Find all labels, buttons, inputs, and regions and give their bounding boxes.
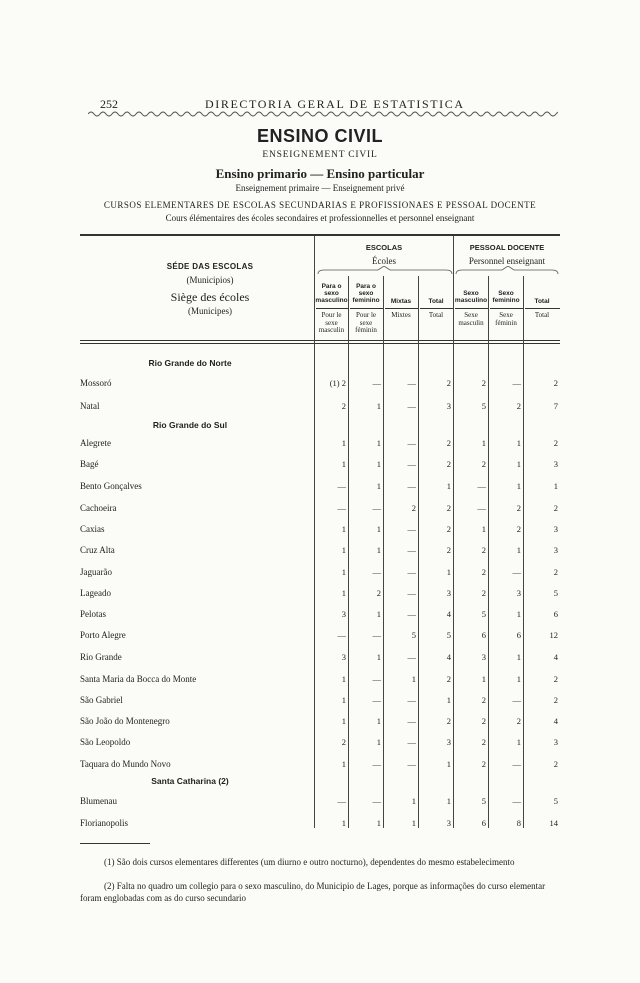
table-cell: 5 bbox=[481, 401, 486, 411]
row-name: Jaguarão bbox=[80, 567, 112, 577]
table-cell: 2 bbox=[516, 716, 521, 726]
table-cell: 1 bbox=[376, 524, 381, 534]
table-cell: 2 bbox=[553, 378, 558, 388]
table-cell: — bbox=[372, 796, 381, 806]
table-cell: 3 bbox=[553, 737, 558, 747]
section-heading: Santa Catharina (2) bbox=[151, 776, 229, 786]
table-cell: — bbox=[337, 481, 346, 491]
table-cell: 2 bbox=[516, 401, 521, 411]
table-cell: 1 bbox=[376, 545, 381, 555]
table-cell: 3 bbox=[341, 652, 346, 662]
row-name: Alegrete bbox=[80, 438, 111, 448]
table-cell: 3 bbox=[446, 737, 451, 747]
table-cell: 2 bbox=[446, 438, 451, 448]
table-cell: 4 bbox=[553, 652, 558, 662]
table-cell: — bbox=[407, 524, 416, 534]
table-cell: — bbox=[372, 378, 381, 388]
sep bbox=[316, 308, 349, 309]
table-cell: 1 bbox=[446, 567, 451, 577]
table-cell: 1 bbox=[376, 716, 381, 726]
table-cell: — bbox=[372, 567, 381, 577]
table-cell: 1 bbox=[341, 695, 346, 705]
page-title: ENSINO CIVIL bbox=[256, 126, 383, 146]
row-name: São João do Montenegro bbox=[80, 716, 170, 726]
table-top-rule bbox=[80, 234, 560, 236]
table-cell: 3 bbox=[341, 609, 346, 619]
table-cell: 1 bbox=[341, 459, 346, 469]
table-cell: 2 bbox=[446, 674, 451, 684]
table-cell: — bbox=[407, 378, 416, 388]
table-cell: 1 bbox=[341, 588, 346, 598]
col-divider-3 bbox=[418, 276, 419, 828]
table-cell: — bbox=[477, 481, 486, 491]
table-cell: 1 bbox=[446, 796, 451, 806]
table-cell: — bbox=[407, 481, 416, 491]
table-cell: 1 bbox=[376, 652, 381, 662]
table-cell: 2 bbox=[481, 588, 486, 598]
wavy-rule bbox=[88, 110, 558, 118]
table-cell: 1 bbox=[341, 759, 346, 769]
table-cell: 3 bbox=[553, 459, 558, 469]
table-cell: 1 bbox=[516, 609, 521, 619]
table-cell: 5 bbox=[553, 588, 558, 598]
table-cell: 2 bbox=[411, 503, 416, 513]
table-cell: 2 bbox=[481, 567, 486, 577]
table-cell: 2 bbox=[553, 503, 558, 513]
col-head-fr-7: Total bbox=[534, 311, 550, 319]
table-cell: — bbox=[407, 695, 416, 705]
col-head-pt-7: Total bbox=[534, 298, 550, 305]
col-head-fr-4: Total bbox=[428, 311, 444, 319]
table-cell: 6 bbox=[516, 630, 521, 640]
col-head-fr-5: Sexe masculin bbox=[458, 311, 484, 327]
municipios-label: (Municipios) bbox=[186, 275, 234, 285]
table-cell: 1 bbox=[411, 796, 416, 806]
table-cell: 1 bbox=[376, 481, 381, 491]
table-cell: 1 bbox=[411, 818, 416, 828]
section-heading: Rio Grande do Sul bbox=[152, 420, 228, 430]
table-cell: — bbox=[372, 674, 381, 684]
table-cell: 1 bbox=[481, 524, 486, 534]
table-cell: — bbox=[512, 695, 521, 705]
row-name: Cachoeira bbox=[80, 503, 117, 513]
table-cell: 3 bbox=[446, 401, 451, 411]
table-cell: 2 bbox=[446, 716, 451, 726]
table-cell: 1 bbox=[341, 438, 346, 448]
table-cell: — bbox=[407, 759, 416, 769]
table-cell: 2 bbox=[481, 695, 486, 705]
table-cell: 7 bbox=[553, 401, 558, 411]
table-cell: 1 bbox=[341, 716, 346, 726]
personnel-heading: Personnel enseignant bbox=[468, 256, 546, 266]
table-cell: — bbox=[407, 438, 416, 448]
sep bbox=[385, 308, 418, 309]
table-cell: 2 bbox=[446, 459, 451, 469]
subtitle: Ensino primario — Ensino particular bbox=[215, 166, 425, 181]
table-cell: 2 bbox=[341, 737, 346, 747]
table-cell: — bbox=[407, 567, 416, 577]
escolas-heading: ESCOLAS bbox=[365, 243, 403, 252]
page-title-fr: ENSEIGNEMENT CIVIL bbox=[262, 150, 378, 160]
row-name: São Leopoldo bbox=[80, 737, 131, 747]
col-divider-1 bbox=[348, 276, 349, 828]
table-cell: 1 bbox=[376, 459, 381, 469]
table-cell: 1 bbox=[341, 567, 346, 577]
table-cell: — bbox=[407, 401, 416, 411]
table-cell: 3 bbox=[516, 588, 521, 598]
table-cell: — bbox=[512, 567, 521, 577]
table-cell: 2 bbox=[553, 695, 558, 705]
table-cell: 3 bbox=[553, 524, 558, 534]
row-name: Porto Alegre bbox=[80, 630, 126, 640]
table-cell: 1 bbox=[516, 652, 521, 662]
subtitle-fr: Enseignement primaire — Enseignement privé bbox=[235, 183, 405, 193]
col-head-fr-1: Pour le sexe masculin bbox=[318, 311, 345, 334]
row-name: Mossoró bbox=[80, 378, 112, 388]
table-cell: 1 bbox=[376, 438, 381, 448]
col-head-pt-3: Mixtas bbox=[390, 298, 412, 305]
table-cell: 2 bbox=[376, 588, 381, 598]
table-cell: — bbox=[337, 796, 346, 806]
table-cell: 1 bbox=[553, 481, 558, 491]
section-heading: Rio Grande do Norte bbox=[148, 358, 232, 368]
row-name: Taquara do Mundo Novo bbox=[80, 759, 171, 769]
table-cell: 5 bbox=[553, 796, 558, 806]
table-cell: (1) 2 bbox=[329, 378, 346, 388]
row-name: Caxias bbox=[80, 524, 105, 534]
table-cell: 14 bbox=[549, 818, 558, 828]
table-cell: 1 bbox=[341, 524, 346, 534]
footnote-1: (1) São dois cursos elementares differentes (um diurno e outro nocturno), dependentes do mesmo estabelecimento bbox=[104, 857, 515, 867]
table-cell: 2 bbox=[481, 716, 486, 726]
table-cell: — bbox=[512, 796, 521, 806]
table-cell: 5 bbox=[446, 630, 451, 640]
table-cell: 1 bbox=[516, 674, 521, 684]
table-cell: 3 bbox=[446, 588, 451, 598]
table-cell: 2 bbox=[553, 674, 558, 684]
col-head-pt-6: Sexo feminino bbox=[492, 290, 520, 304]
row-name: Florianopolis bbox=[80, 818, 129, 828]
table-cell: — bbox=[407, 652, 416, 662]
row-name: Cruz Alta bbox=[80, 545, 115, 555]
table-cell: 1 bbox=[341, 674, 346, 684]
table-cell: 6 bbox=[481, 630, 486, 640]
table-cell: 2 bbox=[553, 567, 558, 577]
table-cell: 4 bbox=[553, 716, 558, 726]
table-cell: — bbox=[407, 459, 416, 469]
ecoles-heading: Écoles bbox=[372, 256, 396, 266]
table-cell: — bbox=[372, 630, 381, 640]
table-cell: 8 bbox=[516, 818, 521, 828]
table-cell: — bbox=[337, 503, 346, 513]
table-cell: 2 bbox=[553, 438, 558, 448]
table-cell: 1 bbox=[516, 481, 521, 491]
siege-label: Siège des écoles bbox=[170, 290, 250, 304]
table-cell: — bbox=[477, 503, 486, 513]
table-cell: 3 bbox=[481, 652, 486, 662]
table-cell: 2 bbox=[516, 503, 521, 513]
table-cell: 1 bbox=[446, 481, 451, 491]
table-cell: 1 bbox=[376, 609, 381, 619]
col-head-fr-6: Sexe féminin bbox=[495, 311, 517, 327]
col-head-pt-2: Para o sexo feminino bbox=[352, 283, 380, 304]
row-name: Blumenau bbox=[80, 796, 117, 806]
table-cell: 2 bbox=[446, 545, 451, 555]
table-cell: 6 bbox=[553, 609, 558, 619]
table-cell: 1 bbox=[516, 438, 521, 448]
table-cell: 1 bbox=[376, 401, 381, 411]
table-cell: 12 bbox=[549, 630, 558, 640]
table-cell: 5 bbox=[411, 630, 416, 640]
table-cell: 1 bbox=[446, 759, 451, 769]
col-divider-6 bbox=[523, 276, 524, 828]
col-divider-2 bbox=[383, 276, 384, 828]
table-cell: 2 bbox=[553, 759, 558, 769]
table-cell: 5 bbox=[481, 796, 486, 806]
footnote-rule bbox=[80, 843, 150, 844]
table-cell: — bbox=[407, 737, 416, 747]
table-cell: 1 bbox=[516, 737, 521, 747]
row-name: Santa Maria da Bocca do Monte bbox=[80, 674, 197, 684]
col-head-pt-4: Total bbox=[428, 298, 444, 305]
table-cell: — bbox=[407, 716, 416, 726]
row-name: Natal bbox=[80, 401, 100, 411]
running-title: DIRECTORIA GERAL DE ESTATISTICA bbox=[205, 97, 465, 111]
table-cell: — bbox=[512, 378, 521, 388]
table-cell: 1 bbox=[446, 695, 451, 705]
row-name: Rio Grande bbox=[80, 652, 122, 662]
municipes-label: (Municipes) bbox=[188, 306, 232, 316]
courses-heading: CURSOS ELEMENTARES DE ESCOLAS SECUNDARIAS E PROFISSIONAES E PESSOAL DOCENTE bbox=[103, 200, 537, 210]
table-cell: 2 bbox=[446, 503, 451, 513]
footnote-2: (2) Falta no quadro um collegio para o sexo masculino, do Municipio de Lages, porque as informações do curso elementar foram englobadas com as do curso secundario bbox=[80, 881, 546, 903]
row-name: Pelotas bbox=[80, 609, 106, 619]
col-divider-5 bbox=[488, 276, 489, 828]
row-name: Bagé bbox=[80, 459, 99, 469]
table-cell: 1 bbox=[376, 818, 381, 828]
table-cell: 3 bbox=[553, 545, 558, 555]
table-cell: 1 bbox=[516, 545, 521, 555]
table-cell: 2 bbox=[481, 759, 486, 769]
table-cell: 2 bbox=[481, 545, 486, 555]
table-cell: 2 bbox=[481, 378, 486, 388]
sep bbox=[525, 308, 560, 309]
table-cell: 2 bbox=[516, 524, 521, 534]
table-cell: 4 bbox=[446, 609, 451, 619]
row-name: Lageado bbox=[80, 588, 111, 598]
table-cell: — bbox=[407, 588, 416, 598]
sep bbox=[350, 308, 383, 309]
table-cell: 1 bbox=[481, 674, 486, 684]
sep bbox=[420, 308, 453, 309]
courses-heading-fr: Cours élémentaires des écoles secondaires et professionnelles et personnel enseignant bbox=[165, 213, 475, 223]
table-cell: — bbox=[372, 695, 381, 705]
pessoal-heading: PESSOAL DOCENTE bbox=[469, 243, 545, 252]
table-cell: — bbox=[512, 759, 521, 769]
table-cell: 3 bbox=[446, 818, 451, 828]
table-cell: 2 bbox=[481, 737, 486, 747]
table-cell: 1 bbox=[516, 459, 521, 469]
page-number: 252 bbox=[100, 97, 118, 111]
col-head-pt-1: Para o sexo masculino bbox=[315, 283, 348, 304]
sep bbox=[455, 308, 488, 309]
table-cell: 6 bbox=[481, 818, 486, 828]
table-cell: 4 bbox=[446, 652, 451, 662]
table-cell: 1 bbox=[481, 438, 486, 448]
row-name: Bento Gonçalves bbox=[80, 481, 142, 491]
col-head-fr-2: Pour le sexe féminin bbox=[355, 311, 377, 334]
table-cell: 1 bbox=[341, 545, 346, 555]
col-head-fr-3: Mixtes bbox=[391, 311, 411, 319]
row-name: São Gabriel bbox=[80, 695, 123, 705]
table-cell: 2 bbox=[446, 524, 451, 534]
table-cell: — bbox=[337, 630, 346, 640]
table-cell: 1 bbox=[411, 674, 416, 684]
table-cell: 2 bbox=[341, 401, 346, 411]
table-cell: 5 bbox=[481, 609, 486, 619]
table-cell: 2 bbox=[481, 459, 486, 469]
table-cell: — bbox=[372, 759, 381, 769]
sep bbox=[490, 308, 523, 309]
table-cell: — bbox=[407, 609, 416, 619]
sede-heading: SÉDE DAS ESCOLAS bbox=[166, 262, 254, 271]
table-cell: — bbox=[372, 503, 381, 513]
table-cell: — bbox=[407, 545, 416, 555]
table-cell: 1 bbox=[376, 737, 381, 747]
table-cell: 2 bbox=[446, 378, 451, 388]
table-cell: 1 bbox=[341, 818, 346, 828]
col-head-pt-5: Sexo masculino bbox=[454, 290, 488, 304]
